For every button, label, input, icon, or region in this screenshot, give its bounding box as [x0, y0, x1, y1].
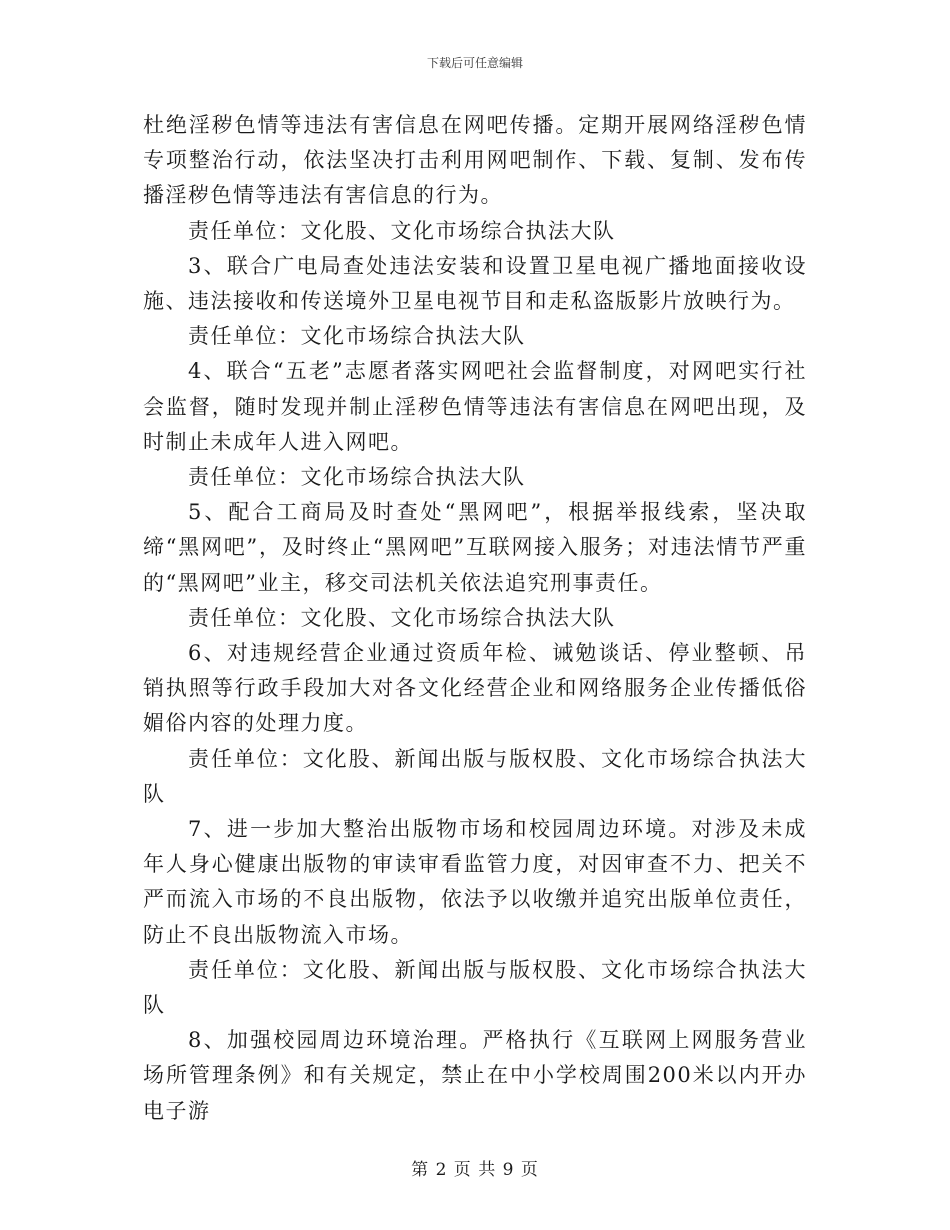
paragraph: 责任单位：文化股、新闻出版与版权股、文化市场综合执法大队: [143, 957, 807, 1018]
paragraph: 6、对违规经营企业通过资质年检、诫勉谈话、停业整顿、吊销执照等行政手段加大对各文化经营企业和网络服务企业传播低俗媚俗内容的处理力度。: [143, 641, 807, 736]
paragraph: 责任单位：文化市场综合执法大队: [188, 324, 526, 349]
page-footer: 第 2 页 共 9 页: [411, 1160, 539, 1180]
paragraph: 责任单位：文化股、文化市场综合执法大队: [188, 218, 616, 243]
paragraph: 责任单位：文化股、新闻出版与版权股、文化市场综合执法大队: [143, 746, 807, 806]
paragraph: 3、联合广电局查处违法安装和设置卫星电视广播地面接收设施、违法接收和传送境外卫星电视节目和走私盗版影片放映行为。: [143, 253, 807, 314]
paragraph: 4、联合“五老”志愿者落实网吧社会监督制度，对网吧实行社会监督，随时发现并制止淫秽色情等违法有害信息在网吧出现，及时制止未成年人进入网吧。: [143, 359, 807, 454]
paragraph: 5、配合工商局及时查处“黑网吧”，根据举报线索，坚决取缔“黑网吧”，及时终止“黑网吧”互联网接入服务；对违法情节严重的“黑网吧”业主，移交司法机关依法追究刑事责任。: [143, 500, 807, 595]
paragraph: 8、加强校园周边环境治理。严格执行《互联网上网服务营业场所管理条例》和有关规定，禁止在中小学校周围200米以内开办电子游: [143, 1028, 807, 1123]
paragraph: 责任单位：文化股、文化市场综合执法大队: [188, 605, 616, 630]
page-header: 下载后可任意编辑: [426, 56, 523, 70]
paragraph: 责任单位：文化市场综合执法大队: [188, 465, 526, 490]
paragraph: 7、进一步加大整治出版物市场和校园周边环境。对涉及未成年人身心健康出版物的审读审看监管力度，对因审查不力、把关不严而流入市场的不良出版物，依法予以收缴并追究出版单位责任，防止不良出版物流入市场。: [143, 817, 807, 947]
document-body: [143, 108, 807, 1129]
paragraph: 杜绝淫秽色情等违法有害信息在网吧传播。定期开展网络淫秽色情专项整治行动，依法坚决打击利用网吧制作、下载、复制、发布传播淫秽色情等违法有害信息的行为。: [143, 113, 807, 208]
